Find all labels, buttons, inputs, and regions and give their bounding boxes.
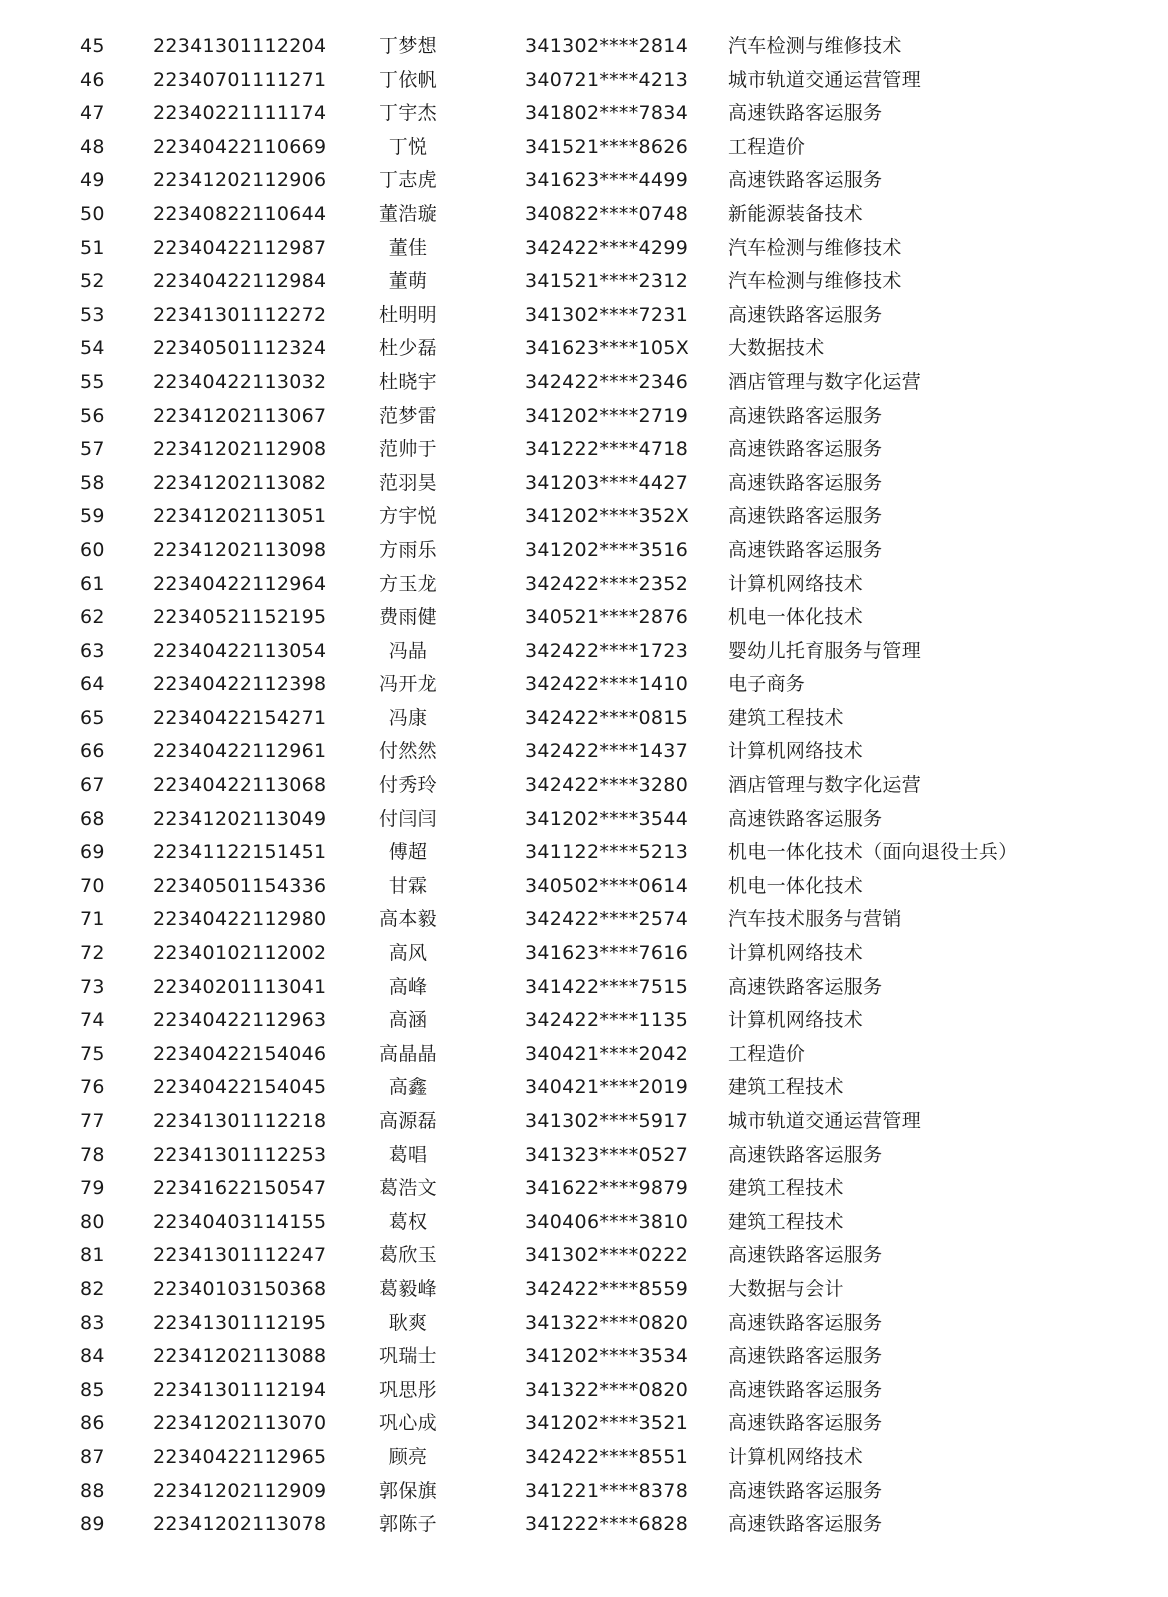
table-row xyxy=(0,568,1168,602)
student-id: 22340422154046 xyxy=(153,1042,327,1065)
student-id: 22341301112247 xyxy=(153,1244,327,1267)
student-name: 高涵 xyxy=(388,1009,428,1032)
student-name: 丁悦 xyxy=(388,135,428,158)
table-row xyxy=(0,971,1168,1005)
id-card-number: 342422****8551 xyxy=(525,1445,689,1468)
student-name: 方玉龙 xyxy=(379,572,437,595)
id-card-number: 340502****0614 xyxy=(525,874,689,897)
id-card-number: 341322****0820 xyxy=(525,1311,689,1334)
row-number: 88 xyxy=(80,1479,105,1502)
student-id: 22341301112194 xyxy=(153,1378,327,1401)
major: 城市轨道交通运营管理 xyxy=(728,1110,922,1132)
student-id: 22340221111174 xyxy=(153,102,327,125)
major: 电子商务 xyxy=(728,673,806,696)
row-number: 76 xyxy=(80,1076,105,1099)
table-row xyxy=(0,1239,1168,1273)
id-card-number: 341202****3521 xyxy=(525,1412,689,1435)
major: 机电一体化技术 xyxy=(728,606,864,629)
student-id: 22341202112909 xyxy=(153,1479,327,1502)
student-name: 冯康 xyxy=(388,706,428,729)
student-name: 杜晓宇 xyxy=(379,370,437,393)
major: 城市轨道交通运营管理 xyxy=(728,68,922,91)
table-row xyxy=(0,366,1168,400)
id-card-number: 341222****6828 xyxy=(525,1513,689,1536)
student-name: 丁依帆 xyxy=(379,68,437,91)
student-id: 22340403114155 xyxy=(153,1210,327,1233)
id-card-number: 341202****2719 xyxy=(525,404,689,427)
major: 高速铁路客运服务 xyxy=(728,438,883,461)
row-number: 48 xyxy=(80,135,105,158)
row-number: 81 xyxy=(80,1244,105,1267)
id-card-number: 341202****3534 xyxy=(525,1345,689,1368)
id-card-number: 341623****4499 xyxy=(525,169,689,192)
id-card-number: 341202****352X xyxy=(525,505,690,528)
student-name: 高晶晶 xyxy=(379,1042,437,1065)
row-number: 71 xyxy=(80,908,105,931)
id-card-number: 341802****7834 xyxy=(525,102,689,125)
row-number: 72 xyxy=(80,942,105,965)
student-id: 22340422112984 xyxy=(153,270,327,293)
major: 高速铁路客运服务 xyxy=(728,1345,883,1368)
major: 汽车检测与维修技术 xyxy=(728,35,902,57)
id-card-number: 341521****8626 xyxy=(525,135,689,158)
table-row xyxy=(0,1475,1168,1509)
id-card-number: 342422****1135 xyxy=(525,1009,689,1032)
page-bottom-margin xyxy=(0,1557,1168,1597)
major: 高速铁路客运服务 xyxy=(728,169,883,192)
row-number: 85 xyxy=(80,1378,105,1401)
row-number: 47 xyxy=(80,102,105,125)
id-card-number: 341521****2312 xyxy=(525,270,689,293)
id-card-number: 341323****0527 xyxy=(525,1143,689,1166)
id-card-number: 341221****8378 xyxy=(525,1479,689,1502)
row-number: 53 xyxy=(80,303,105,326)
student-name: 丁梦想 xyxy=(379,35,437,57)
student-id: 22340422112398 xyxy=(153,673,327,696)
major: 高速铁路客运服务 xyxy=(728,807,883,830)
student-name: 范梦雷 xyxy=(379,404,437,427)
major: 工程造价 xyxy=(728,1042,806,1065)
student-name: 方宇悦 xyxy=(379,505,437,528)
student-name: 葛浩文 xyxy=(379,1177,437,1200)
table-row xyxy=(0,97,1168,131)
table-row xyxy=(0,400,1168,434)
student-name: 董萌 xyxy=(388,270,428,293)
row-number: 83 xyxy=(80,1311,105,1334)
student-id: 22341122151451 xyxy=(153,841,327,864)
id-card-number: 341322****0820 xyxy=(525,1378,689,1401)
id-card-number: 342422****1437 xyxy=(525,740,689,763)
table-row xyxy=(0,668,1168,702)
table-row xyxy=(0,1273,1168,1307)
row-number: 67 xyxy=(80,774,105,797)
student-id: 22340102112002 xyxy=(153,942,327,965)
student-id: 22340422112980 xyxy=(153,908,327,931)
row-number: 57 xyxy=(80,438,105,461)
table-row xyxy=(0,1441,1168,1475)
major: 高速铁路客运服务 xyxy=(728,538,883,561)
row-number: 63 xyxy=(80,639,105,662)
row-number: 82 xyxy=(80,1277,105,1300)
row-number: 77 xyxy=(80,1110,105,1132)
table-row xyxy=(0,467,1168,501)
id-card-number: 342422****0815 xyxy=(525,706,689,729)
id-card-number: 341622****9879 xyxy=(525,1177,689,1200)
table-row xyxy=(0,131,1168,165)
student-name: 付秀玲 xyxy=(379,774,437,797)
student-id: 22340103150368 xyxy=(153,1277,327,1300)
student-id: 22341301112218 xyxy=(153,1110,327,1132)
id-card-number: 340406****3810 xyxy=(525,1210,689,1233)
student-name: 董浩璇 xyxy=(379,202,437,225)
table-row xyxy=(0,635,1168,669)
row-number: 59 xyxy=(80,505,105,528)
row-number: 52 xyxy=(80,270,105,293)
student-name: 巩瑞士 xyxy=(379,1345,437,1368)
student-id: 22341202112906 xyxy=(153,169,327,192)
table-row xyxy=(0,1340,1168,1374)
id-card-number: 342422****2346 xyxy=(525,370,689,393)
id-card-number: 340421****2042 xyxy=(525,1042,689,1065)
major: 高速铁路客运服务 xyxy=(728,505,883,528)
id-card-number: 340421****2019 xyxy=(525,1076,689,1099)
student-id: 22340422112963 xyxy=(153,1009,327,1032)
student-list-table xyxy=(0,30,1168,1542)
student-id: 22340422113068 xyxy=(153,774,327,797)
row-number: 49 xyxy=(80,169,105,192)
major: 建筑工程技术 xyxy=(728,1177,844,1200)
student-id: 22340422110669 xyxy=(153,135,327,158)
id-card-number: 342422****2574 xyxy=(525,908,689,931)
table-row xyxy=(0,1105,1168,1139)
student-name: 甘霖 xyxy=(388,874,428,897)
major: 计算机网络技术 xyxy=(728,740,864,763)
student-name: 范帅于 xyxy=(379,438,437,461)
student-name: 高峰 xyxy=(388,975,428,998)
table-row xyxy=(0,164,1168,198)
id-card-number: 342422****4299 xyxy=(525,236,689,259)
student-name: 付闫闫 xyxy=(379,807,437,830)
table-row xyxy=(0,937,1168,971)
student-name: 耿爽 xyxy=(388,1311,428,1334)
major: 高速铁路客运服务 xyxy=(728,1143,883,1166)
student-name: 葛权 xyxy=(388,1210,428,1233)
row-number: 50 xyxy=(80,202,105,225)
row-number: 80 xyxy=(80,1210,105,1233)
row-number: 87 xyxy=(80,1445,105,1468)
major: 酒店管理与数字化运营 xyxy=(728,774,922,797)
student-name: 葛唱 xyxy=(388,1143,428,1166)
id-card-number: 340521****2876 xyxy=(525,606,689,629)
table-row xyxy=(0,735,1168,769)
major: 酒店管理与数字化运营 xyxy=(728,370,922,393)
row-number: 58 xyxy=(80,471,105,494)
student-name: 巩思彤 xyxy=(379,1378,437,1401)
row-number: 78 xyxy=(80,1143,105,1166)
major: 新能源装备技术 xyxy=(728,202,864,225)
major: 汽车检测与维修技术 xyxy=(728,236,902,259)
row-number: 70 xyxy=(80,874,105,897)
student-id: 22341202113082 xyxy=(153,471,327,494)
table-row xyxy=(0,836,1168,870)
student-id: 22341202113088 xyxy=(153,1345,327,1368)
row-number: 69 xyxy=(80,841,105,864)
student-id: 22341301112253 xyxy=(153,1143,327,1166)
student-name: 巩心成 xyxy=(379,1412,437,1435)
student-id: 22340422112961 xyxy=(153,740,327,763)
student-id: 22341301112204 xyxy=(153,35,327,57)
table-row xyxy=(0,1508,1168,1542)
table-row xyxy=(0,534,1168,568)
row-number: 60 xyxy=(80,538,105,561)
row-number: 73 xyxy=(80,975,105,998)
major: 高速铁路客运服务 xyxy=(728,1479,883,1502)
table-row xyxy=(0,1172,1168,1206)
id-card-number: 341202****3516 xyxy=(525,538,689,561)
row-number: 56 xyxy=(80,404,105,427)
row-number: 45 xyxy=(80,35,105,57)
row-number: 84 xyxy=(80,1345,105,1368)
student-name: 丁志虎 xyxy=(379,169,437,192)
table-row xyxy=(0,1004,1168,1038)
major: 高速铁路客运服务 xyxy=(728,404,883,427)
student-id: 22340422112965 xyxy=(153,1445,327,1468)
student-id: 22340422154045 xyxy=(153,1076,327,1099)
table-row xyxy=(0,64,1168,98)
major: 计算机网络技术 xyxy=(728,1009,864,1032)
id-card-number: 341203****4427 xyxy=(525,471,689,494)
student-name: 杜少磊 xyxy=(379,337,437,360)
id-card-number: 341302****7231 xyxy=(525,303,689,326)
table-row xyxy=(0,299,1168,333)
table-row xyxy=(0,265,1168,299)
id-card-number: 340822****0748 xyxy=(525,202,689,225)
student-id: 22340501112324 xyxy=(153,337,327,360)
major: 高速铁路客运服务 xyxy=(728,1244,883,1267)
student-name: 郭陈子 xyxy=(379,1513,437,1536)
row-number: 55 xyxy=(80,370,105,393)
major: 高速铁路客运服务 xyxy=(728,303,883,326)
student-id: 22341202113070 xyxy=(153,1412,327,1435)
student-id: 22341202113067 xyxy=(153,404,327,427)
row-number: 79 xyxy=(80,1177,105,1200)
major: 汽车技术服务与营销 xyxy=(728,908,902,931)
student-id: 22341202113078 xyxy=(153,1513,327,1536)
table-row xyxy=(0,1206,1168,1240)
table-row xyxy=(0,1307,1168,1341)
student-name: 冯开龙 xyxy=(379,673,437,696)
id-card-number: 341422****7515 xyxy=(525,975,689,998)
student-name: 董佳 xyxy=(388,236,428,259)
student-id: 22340422112964 xyxy=(153,572,327,595)
student-id: 22340201113041 xyxy=(153,975,327,998)
table-row xyxy=(0,1071,1168,1105)
id-card-number: 342422****1723 xyxy=(525,639,689,662)
student-id: 22341202113051 xyxy=(153,505,327,528)
student-name: 方雨乐 xyxy=(379,538,437,561)
table-row xyxy=(0,903,1168,937)
row-number: 66 xyxy=(80,740,105,763)
id-card-number: 342422****2352 xyxy=(525,572,689,595)
table-row xyxy=(0,500,1168,534)
table-row xyxy=(0,1407,1168,1441)
table-row xyxy=(0,1139,1168,1173)
major: 计算机网络技术 xyxy=(728,1445,864,1468)
id-card-number: 340721****4213 xyxy=(525,68,689,91)
row-number: 46 xyxy=(80,68,105,91)
table-row xyxy=(0,601,1168,635)
major: 高速铁路客运服务 xyxy=(728,471,883,494)
student-name: 费雨健 xyxy=(379,606,437,629)
id-card-number: 342422****8559 xyxy=(525,1277,689,1300)
table-row xyxy=(0,1374,1168,1408)
major: 婴幼儿托育服务与管理 xyxy=(728,639,922,662)
table-row xyxy=(0,870,1168,904)
table-row xyxy=(0,702,1168,736)
major: 建筑工程技术 xyxy=(728,1210,844,1233)
id-card-number: 342422****3280 xyxy=(525,774,689,797)
row-number: 75 xyxy=(80,1042,105,1065)
id-card-number: 341202****3544 xyxy=(525,807,689,830)
row-number: 64 xyxy=(80,673,105,696)
table-row xyxy=(0,769,1168,803)
major: 大数据技术 xyxy=(728,337,825,360)
student-id: 22341301112195 xyxy=(153,1311,327,1334)
row-number: 51 xyxy=(80,236,105,259)
id-card-number: 341302****0222 xyxy=(525,1244,689,1267)
table-row xyxy=(0,30,1168,64)
id-card-number: 342422****1410 xyxy=(525,673,689,696)
table-row xyxy=(0,1038,1168,1072)
id-card-number: 341222****4718 xyxy=(525,438,689,461)
student-name: 杜明明 xyxy=(379,303,437,326)
student-id: 22340422113054 xyxy=(153,639,327,662)
table-row xyxy=(0,803,1168,837)
student-name: 葛欣玉 xyxy=(379,1244,437,1267)
major: 高速铁路客运服务 xyxy=(728,1412,883,1435)
student-name: 付然然 xyxy=(379,740,437,763)
student-name: 郭保旗 xyxy=(379,1479,437,1502)
row-number: 68 xyxy=(80,807,105,830)
major: 高速铁路客运服务 xyxy=(728,102,883,125)
major: 建筑工程技术 xyxy=(728,1076,844,1099)
table-row xyxy=(0,332,1168,366)
row-number: 86 xyxy=(80,1412,105,1435)
major: 计算机网络技术 xyxy=(728,572,864,595)
major: 高速铁路客运服务 xyxy=(728,1378,883,1401)
row-number: 62 xyxy=(80,606,105,629)
student-name: 范羽昊 xyxy=(379,471,437,494)
id-card-number: 341302****2814 xyxy=(525,35,689,57)
major: 大数据与会计 xyxy=(728,1277,844,1300)
student-id: 22341622150547 xyxy=(153,1177,327,1200)
major: 高速铁路客运服务 xyxy=(728,975,883,998)
table-row xyxy=(0,433,1168,467)
student-name: 高源磊 xyxy=(379,1110,437,1132)
student-id: 22340521152195 xyxy=(153,606,327,629)
table-row xyxy=(0,232,1168,266)
row-number: 61 xyxy=(80,572,105,595)
student-id: 22340422113032 xyxy=(153,370,327,393)
student-id: 22340501154336 xyxy=(153,874,327,897)
student-name: 丁宇杰 xyxy=(379,102,437,125)
row-number: 89 xyxy=(80,1513,105,1536)
id-card-number: 341623****105X xyxy=(525,337,690,360)
student-name: 高鑫 xyxy=(388,1076,428,1099)
major: 建筑工程技术 xyxy=(728,706,844,729)
row-number: 74 xyxy=(80,1009,105,1032)
major: 机电一体化技术（面向退役士兵） xyxy=(728,841,1018,864)
student-name: 高风 xyxy=(388,942,428,965)
major: 高速铁路客运服务 xyxy=(728,1513,883,1536)
id-card-number: 341623****7616 xyxy=(525,942,689,965)
student-name: 傅超 xyxy=(388,841,428,864)
student-id: 22341202112908 xyxy=(153,438,327,461)
student-name: 顾亮 xyxy=(388,1445,428,1468)
major: 机电一体化技术 xyxy=(728,874,864,897)
row-number: 54 xyxy=(80,337,105,360)
student-name: 冯晶 xyxy=(388,639,428,662)
table-row xyxy=(0,198,1168,232)
student-id: 22340422154271 xyxy=(153,706,327,729)
student-id: 22340422112987 xyxy=(153,236,327,259)
student-id: 22340701111271 xyxy=(153,68,327,91)
student-name: 葛毅峰 xyxy=(379,1277,437,1300)
student-id: 22341301112272 xyxy=(153,303,327,326)
student-name: 高本毅 xyxy=(379,908,437,931)
major: 工程造价 xyxy=(728,135,806,158)
major: 汽车检测与维修技术 xyxy=(728,270,902,293)
row-number: 65 xyxy=(80,706,105,729)
id-card-number: 341122****5213 xyxy=(525,841,689,864)
id-card-number: 341302****5917 xyxy=(525,1110,689,1132)
major: 高速铁路客运服务 xyxy=(728,1311,883,1334)
student-id: 22341202113098 xyxy=(153,538,327,561)
student-id: 22340822110644 xyxy=(153,202,327,225)
major: 计算机网络技术 xyxy=(728,942,864,965)
student-id: 22341202113049 xyxy=(153,807,327,830)
